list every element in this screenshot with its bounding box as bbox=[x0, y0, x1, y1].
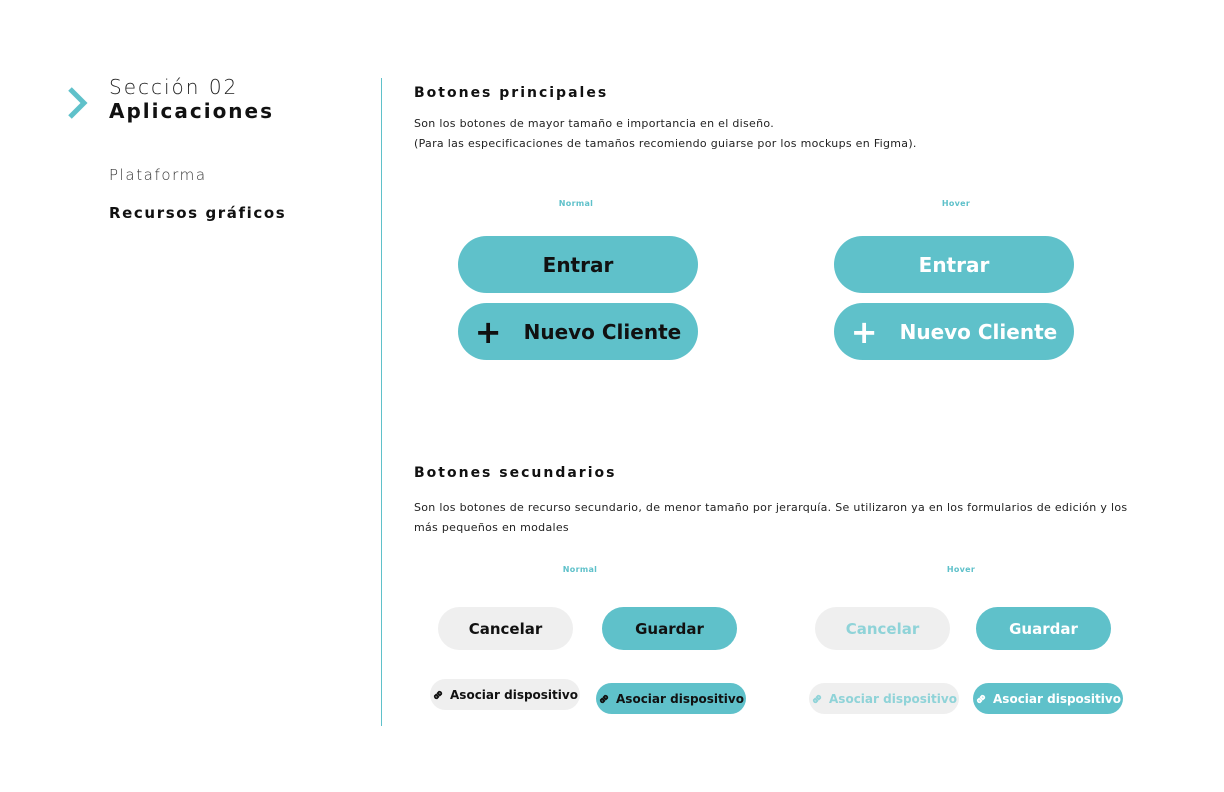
primary-description-line-2: (Para las especificaciones de tamaños recomiendo guiarse por los mockups en Figma). bbox=[414, 137, 917, 150]
cancel-button-label: Cancelar bbox=[468, 619, 543, 638]
sidebar-item-plataforma[interactable]: Plataforma bbox=[109, 166, 207, 184]
new-client-button-label: Nuevo Cliente bbox=[523, 319, 682, 344]
primary-buttons-description bbox=[414, 114, 1134, 154]
save-button-hover[interactable] bbox=[976, 607, 1111, 650]
link-icon bbox=[432, 689, 444, 701]
secondary-buttons-heading: Botones secundarios bbox=[414, 465, 617, 481]
state-label-normal: Normal bbox=[558, 199, 594, 208]
associate-device-label: Asociar dispositivo bbox=[450, 687, 578, 702]
link-icon bbox=[598, 693, 610, 705]
primary-buttons-heading: Botones principales bbox=[414, 85, 609, 101]
state-label-hover: Hover bbox=[946, 565, 976, 574]
associate-device-secondary-button-hover[interactable] bbox=[809, 683, 959, 714]
enter-button-hover[interactable] bbox=[834, 236, 1074, 293]
associate-device-secondary-button-normal[interactable] bbox=[430, 679, 580, 710]
associate-device-label: Asociar dispositivo bbox=[829, 691, 957, 706]
cancel-button-hover[interactable] bbox=[815, 607, 950, 650]
sidebar-item-recursos-graficos[interactable]: Recursos gráficos bbox=[109, 204, 287, 222]
link-icon bbox=[975, 693, 987, 705]
vertical-divider bbox=[381, 78, 382, 726]
enter-button-label: Entrar bbox=[542, 252, 614, 277]
enter-button-normal[interactable] bbox=[458, 236, 698, 293]
new-client-button-hover[interactable] bbox=[834, 303, 1074, 360]
chevron-right-icon bbox=[64, 86, 90, 120]
cancel-button-normal[interactable] bbox=[438, 607, 573, 650]
associate-device-label: Asociar dispositivo bbox=[993, 691, 1121, 706]
state-label-normal: Normal bbox=[562, 565, 598, 574]
save-button-normal[interactable] bbox=[602, 607, 737, 650]
section-title: Aplicaciones bbox=[109, 99, 275, 123]
save-button-label: Guardar bbox=[635, 619, 704, 638]
associate-device-label: Asociar dispositivo bbox=[616, 691, 744, 706]
new-client-button-label: Nuevo Cliente bbox=[899, 319, 1058, 344]
new-client-button-normal[interactable] bbox=[458, 303, 698, 360]
plus-icon: + bbox=[474, 312, 502, 351]
associate-device-primary-button-hover[interactable] bbox=[973, 683, 1123, 714]
secondary-buttons-description: Son los botones de recurso secundario, de menor tamaño por jerarquía. Se utilizaron ya en los formularios de edición y los más pequeños en modales bbox=[414, 501, 1128, 534]
enter-button-label: Entrar bbox=[918, 252, 990, 277]
cancel-button-label: Cancelar bbox=[845, 619, 920, 638]
section-number: Sección 02 bbox=[109, 75, 239, 99]
link-icon bbox=[811, 693, 823, 705]
save-button-label: Guardar bbox=[1009, 619, 1078, 638]
primary-description-line-1: Son los botones de mayor tamaño e importancia en el diseño. bbox=[414, 117, 775, 130]
state-label-hover: Hover bbox=[941, 199, 971, 208]
associate-device-primary-button-normal[interactable] bbox=[596, 683, 746, 714]
plus-icon: + bbox=[850, 312, 878, 351]
